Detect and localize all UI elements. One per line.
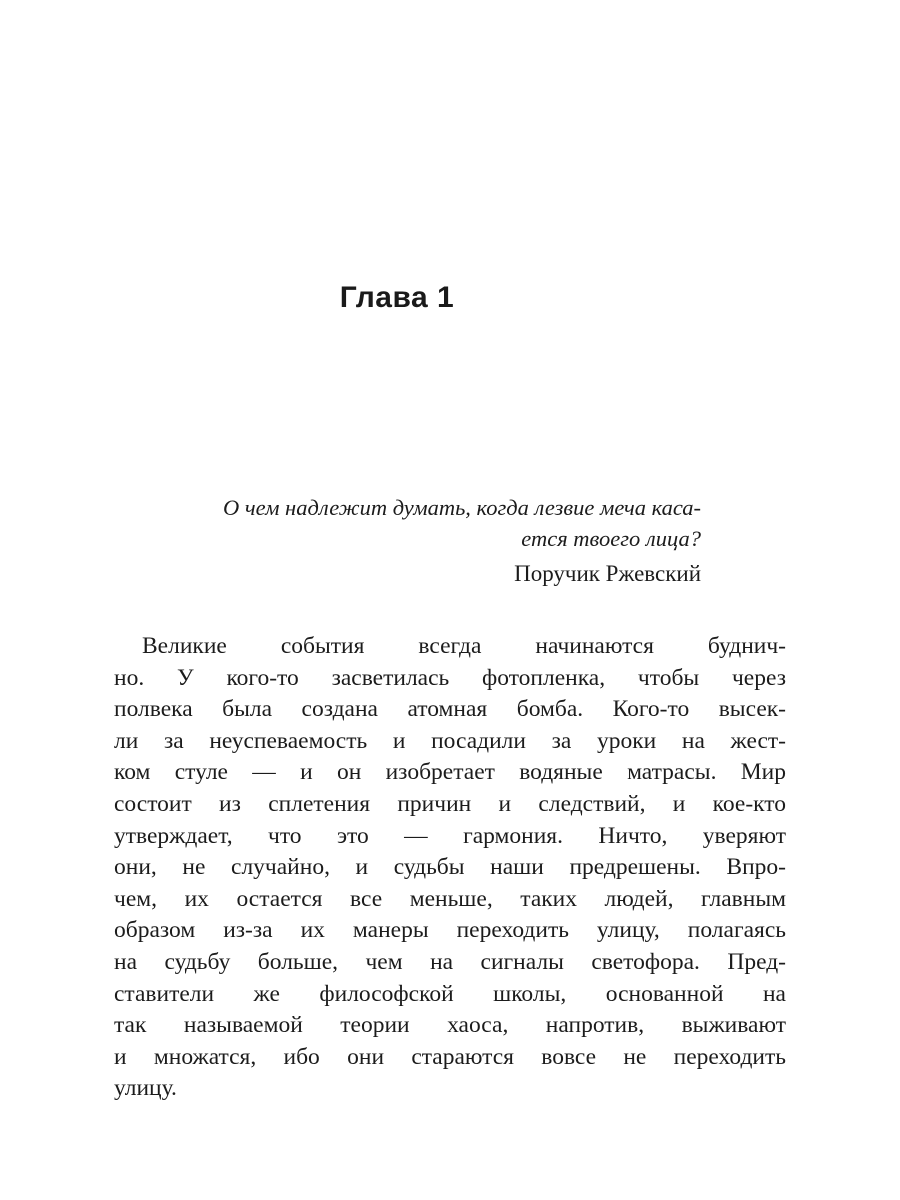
text-line: и множатся, ибо они стараются вовсе не переходить [114, 1043, 786, 1070]
text-line: чем, их остается все меньше, таких людей, главным [114, 885, 786, 912]
text-line: так называемой теории хаоса, напротив, выживают [114, 1012, 786, 1039]
text-line: образом из-за их манеры переходить улицу, полагаясь [114, 917, 786, 944]
text-line: улицу. [114, 1075, 177, 1102]
epigraph [114, 492, 701, 589]
text-line: Великие события всегда начинаются буднич- [142, 633, 786, 659]
text-line: ется твоего лица? [521, 526, 701, 551]
chapter-title: Глава 1 [339, 281, 455, 314]
text-line: ставители же философской школы, основанной на [114, 980, 786, 1007]
text-line: состоит из сплетения причин и следствий, и кое-кто [114, 790, 786, 817]
text-line: утверждает, что это — гармония. Ничто, уверяют [114, 822, 786, 849]
text-line: ком стуле — и он изобретает водяные матрасы. Мир [114, 759, 786, 786]
text-line: ли за неуспеваемость и посадили за уроки на жест- [114, 727, 786, 754]
epigraph-text [114, 492, 701, 554]
text-line: О чем надлежит думать, когда лезвие меча каса- [223, 495, 701, 520]
text-line: но. У кого-то засветилась фотопленка, чтобы через [114, 664, 786, 691]
body-paragraph [114, 631, 786, 1105]
text-line: полвека была создана атомная бомба. Кого-то высек- [114, 696, 786, 723]
text-line: они, не случайно, и судьбы наши предрешены. Впро- [114, 854, 786, 881]
epigraph-attribution: Поручик Ржевский [514, 561, 701, 586]
text-line: на судьбу больше, чем на сигналы светофора. Пред- [114, 948, 786, 975]
